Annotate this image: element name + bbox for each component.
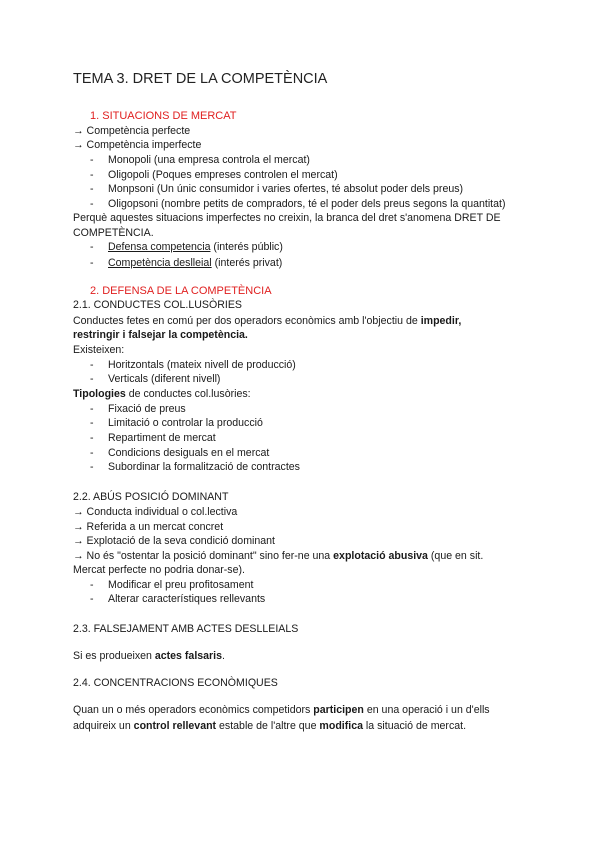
- arrow-line: [73, 549, 483, 563]
- section-1-heading: 1. SITUACIONS DE MERCAT: [90, 110, 237, 122]
- arrow-line: → Referida a un mercat concret: [73, 521, 224, 533]
- arrow-line: → Competència imperfecte: [73, 139, 202, 151]
- list-item-rest: (interés privat): [211, 257, 283, 269]
- bold-term: impedir,: [420, 315, 462, 327]
- paragraph-line: [73, 649, 225, 663]
- page-title: TEMA 3. DRET DE LA COMPETÈNCIA: [73, 71, 328, 87]
- section-2-heading: 2. DEFENSA DE LA COMPETÈNCIA: [90, 285, 272, 297]
- bullet-dash: -: [90, 593, 94, 605]
- bullet-dash: -: [90, 403, 94, 415]
- bullet-dash: -: [90, 461, 94, 473]
- list-item: Repartiment de mercat: [108, 432, 216, 444]
- subsection-heading: 2.4. CONCENTRACIONS ECONÒMIQUES: [73, 677, 278, 689]
- text-run: .: [222, 650, 225, 662]
- list-item-rest: (interés públic): [210, 241, 283, 253]
- bold-term: control rellevant: [133, 720, 217, 732]
- subsection-heading: 2.2. ABÚS POSICIÓ DOMINANT: [73, 491, 229, 503]
- paragraph-line: [73, 703, 490, 717]
- list-item: Verticals (diferent nivell): [108, 373, 221, 385]
- bullet-dash: -: [90, 183, 94, 195]
- paragraph-line: Mercat perfecte no podria donar-se).: [73, 564, 245, 576]
- text-run: la situació de mercat.: [362, 720, 467, 732]
- bullet-dash: -: [90, 432, 94, 444]
- text-run: Si es produeixen: [73, 650, 155, 662]
- list-item: [108, 240, 283, 254]
- text-run: estable de l'altre que: [216, 720, 320, 732]
- bold-term: modifica: [319, 720, 363, 732]
- paragraph-line: Existeixen:: [73, 344, 125, 356]
- list-item: Horitzontals (mateix nivell de producció): [108, 359, 296, 371]
- text-run: (que en sit.: [427, 550, 484, 562]
- bullet-dash: -: [90, 241, 94, 253]
- list-item: Condicions desiguals en el mercat: [108, 447, 270, 459]
- list-item: Oligopsoni (nombre petits de compradors, té el poder dels preus segons la quantitat): [108, 198, 506, 210]
- arrow-line: → Explotació de la seva condició dominant: [73, 535, 275, 547]
- bullet-dash: -: [90, 257, 94, 269]
- text-run: → No és "ostentar la posició dominant" sino fer-ne una: [73, 550, 334, 562]
- list-item: Monpsoni (Un únic consumidor i varies ofertes, té absolut poder dels preus): [108, 183, 464, 195]
- bullet-dash: -: [90, 447, 94, 459]
- list-item: Fixació de preus: [108, 403, 186, 415]
- list-item: Modificar el preu profitosament: [108, 579, 254, 591]
- bold-term: actes falsaris: [154, 650, 223, 662]
- bullet-dash: -: [90, 154, 94, 166]
- bullet-dash: -: [90, 169, 94, 181]
- text-run: Quan un o més operadors econòmics competidors: [73, 704, 314, 716]
- paragraph-line: [73, 719, 466, 733]
- bullet-dash: -: [90, 359, 94, 371]
- paragraph-line: Perquè aquestes situacions imperfectes no creixin, la branca del dret s'anomena DRET DE: [73, 212, 501, 224]
- bullet-dash: -: [90, 417, 94, 429]
- text-run: en una operació i un d'ells: [363, 704, 490, 716]
- text-run: adquireix un: [73, 720, 134, 732]
- subsection-heading: 2.3. FALSEJAMENT AMB ACTES DESLLEIALS: [73, 623, 299, 635]
- bullet-dash: -: [90, 579, 94, 591]
- paragraph-line: [73, 387, 251, 401]
- bold-term: explotació abusiva: [333, 550, 428, 562]
- paragraph-line: COMPETÈNCIA.: [73, 227, 154, 239]
- paragraph-line: [73, 314, 461, 328]
- list-item: Alterar característiques rellevants: [108, 593, 266, 605]
- arrow-line: → Conducta individual o col.lectiva: [73, 506, 238, 518]
- arrow-line: → Competència perfecte: [73, 125, 191, 137]
- list-item: Limitació o controlar la producció: [108, 417, 263, 429]
- subsection-heading: 2.1. CONDUCTES COL.LUSÒRIES: [73, 299, 242, 311]
- list-item: Monopoli (una empresa controla el mercat): [108, 154, 310, 166]
- list-item: Subordinar la formalització de contractes: [108, 461, 300, 473]
- bold-term: participen: [313, 704, 364, 716]
- underlined-term: Defensa competencia: [108, 241, 211, 253]
- list-item: [108, 256, 282, 270]
- bold-term: Tipologies: [73, 388, 126, 400]
- underlined-term: Competència deslleial: [108, 257, 212, 269]
- paragraph-line: [73, 328, 248, 342]
- text-run: Conductes fetes en comú per dos operadors econòmics amb l'objectiu de: [73, 315, 421, 327]
- bullet-dash: -: [90, 373, 94, 385]
- list-item: Oligopoli (Poques empreses controlen el mercat): [108, 169, 338, 181]
- text-run: de conductes col.lusòries:: [125, 388, 251, 400]
- bold-term: restringir i falsejar la competència.: [73, 329, 248, 341]
- bullet-dash: -: [90, 198, 94, 210]
